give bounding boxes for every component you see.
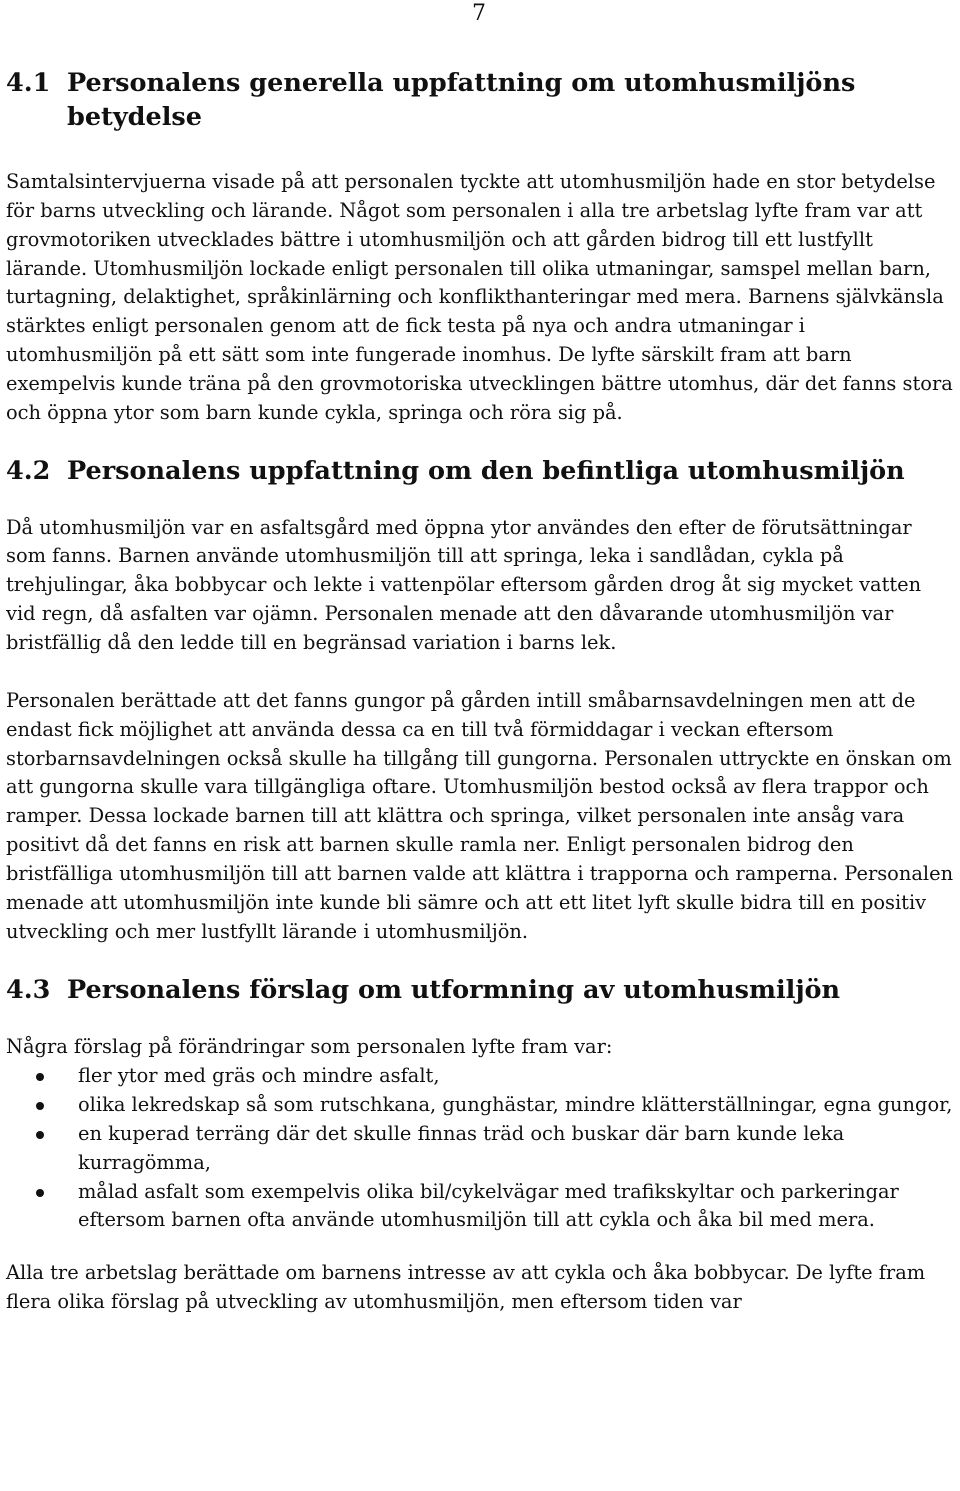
section-title: Personalens generella uppfattning om utomhusmiljöns betydelse <box>67 68 856 132</box>
bullet-icon <box>36 1102 44 1110</box>
list-item <box>6 1062 956 1091</box>
list-item-text: olika lekredskap så som rutschkana, gunghästar, mindre klätterställningar, egna gungor, <box>78 1093 953 1117</box>
section-title: Personalens uppfattning om den befintliga utomhusmiljön <box>67 455 905 486</box>
paragraph: Personalen berättade att det fanns gungor på gården intill småbarnsavdelningen men att de endast fick möjlighet att använda dessa ca en till två förmiddagar i veckan eftersom storbarnsavdelningen också skulle ha tillgång till gungorna. Personalen uttryckte en önskan om att gungorna skulle vara tillgängliga oftare. Utomhusmiljön bestod också av flera trappor och ramper. Dessa lockade barnen till att klättra och springa, vilket personalen inte ansåg vara positivt då det fanns en risk att barnen skulle ramla ner. Enligt personalen bidrog den bristfälliga utomhusmiljön till att barnen valde att klättra i trapporna och ramperna. Personalen menade att utomhusmiljön inte kunde bli sämre och att ett litet lyft skulle bidra till en positiv utveckling och mer lustfyllt lärande i utomhusmiljön. <box>6 688 954 943</box>
list-item-text: fler ytor med gräs och mindre asfalt, <box>78 1064 440 1088</box>
paragraph: Då utomhusmiljön var en asfaltsgård med öppna ytor användes den efter de förutsättningar som fanns. Barnen använde utomhusmiljön till att springa, leka i sandlådan, cykla på trehjulingar, åka bobbycar och lekte i vattenpölar eftersom gården drog åt sig mycket vatten vid regn, då asfalten var ojämn. Personalen menade att den dåvarande utomhusmiljön var bristfällig då den ledde till en begränsad variation i barns lek. <box>6 515 922 654</box>
section-number: 4.3 <box>6 975 51 1006</box>
section-heading-4-1 <box>6 66 956 134</box>
list-item <box>6 1178 956 1236</box>
list-item <box>6 1120 956 1178</box>
paragraph: Alla tre arbetslag berättade om barnens intresse av att cykla och åka bobbycar. De lyfte fram flera olika förslag på utveckling av utomhusmiljön, men eftersom tiden var <box>6 1261 926 1314</box>
paragraph: Några förslag på förändringar som personalen lyfte fram var: <box>6 1035 613 1059</box>
section-title: Personalens förslag om utformning av utomhusmiljön <box>67 975 841 1006</box>
list-item-text: målad asfalt som exempelvis olika bil/cykelvägar med trafikskyltar och parkeringar eftersom barnen ofta använde utomhusmiljön till att cykla och åka bil med mera. <box>78 1179 899 1232</box>
page-number: 7 <box>472 1 486 26</box>
paragraph: Samtalsintervjuerna visade på att personalen tyckte att utomhusmiljön hade en stor betydelse för barns utveckling och lärande. Något som personalen i alla tre arbetslag lyfte fram var att grovmotoriken utvecklades bättre i utomhusmiljön och att gården bidrog till ett lustfyllt lärande. Utomhusmiljön lockade enligt personalen till olika utmaningar, samspel mellan barn, turtagning, delaktighet, språkinlärning och konflikthanteringar med mera. Barnens självkänsla stärktes enligt personalen genom att de fick testa på nya och andra utmaningar i utomhusmiljön på ett sätt som inte fungerade inomhus. De lyfte särskilt fram att barn exempelvis kunde träna på den grovmotoriska utvecklingen bättre utomhus, där det fanns stora och öppna ytor som barn kunde cykla, springa och röra sig på. <box>6 170 953 424</box>
list-item-text: en kuperad terräng där det skulle finnas träd och buskar där barn kunde leka kurragömma, <box>78 1121 845 1174</box>
bullet-icon <box>36 1131 44 1139</box>
section-number: 4.2 <box>6 455 51 486</box>
document-body <box>6 66 956 1317</box>
suggestion-list <box>6 1062 956 1235</box>
bullet-icon <box>36 1189 44 1197</box>
section-number: 4.1 <box>6 68 51 98</box>
list-item <box>6 1091 956 1120</box>
section-heading-4-3 <box>6 973 956 1007</box>
bullet-icon <box>36 1073 44 1081</box>
section-heading-4-2 <box>6 454 956 488</box>
